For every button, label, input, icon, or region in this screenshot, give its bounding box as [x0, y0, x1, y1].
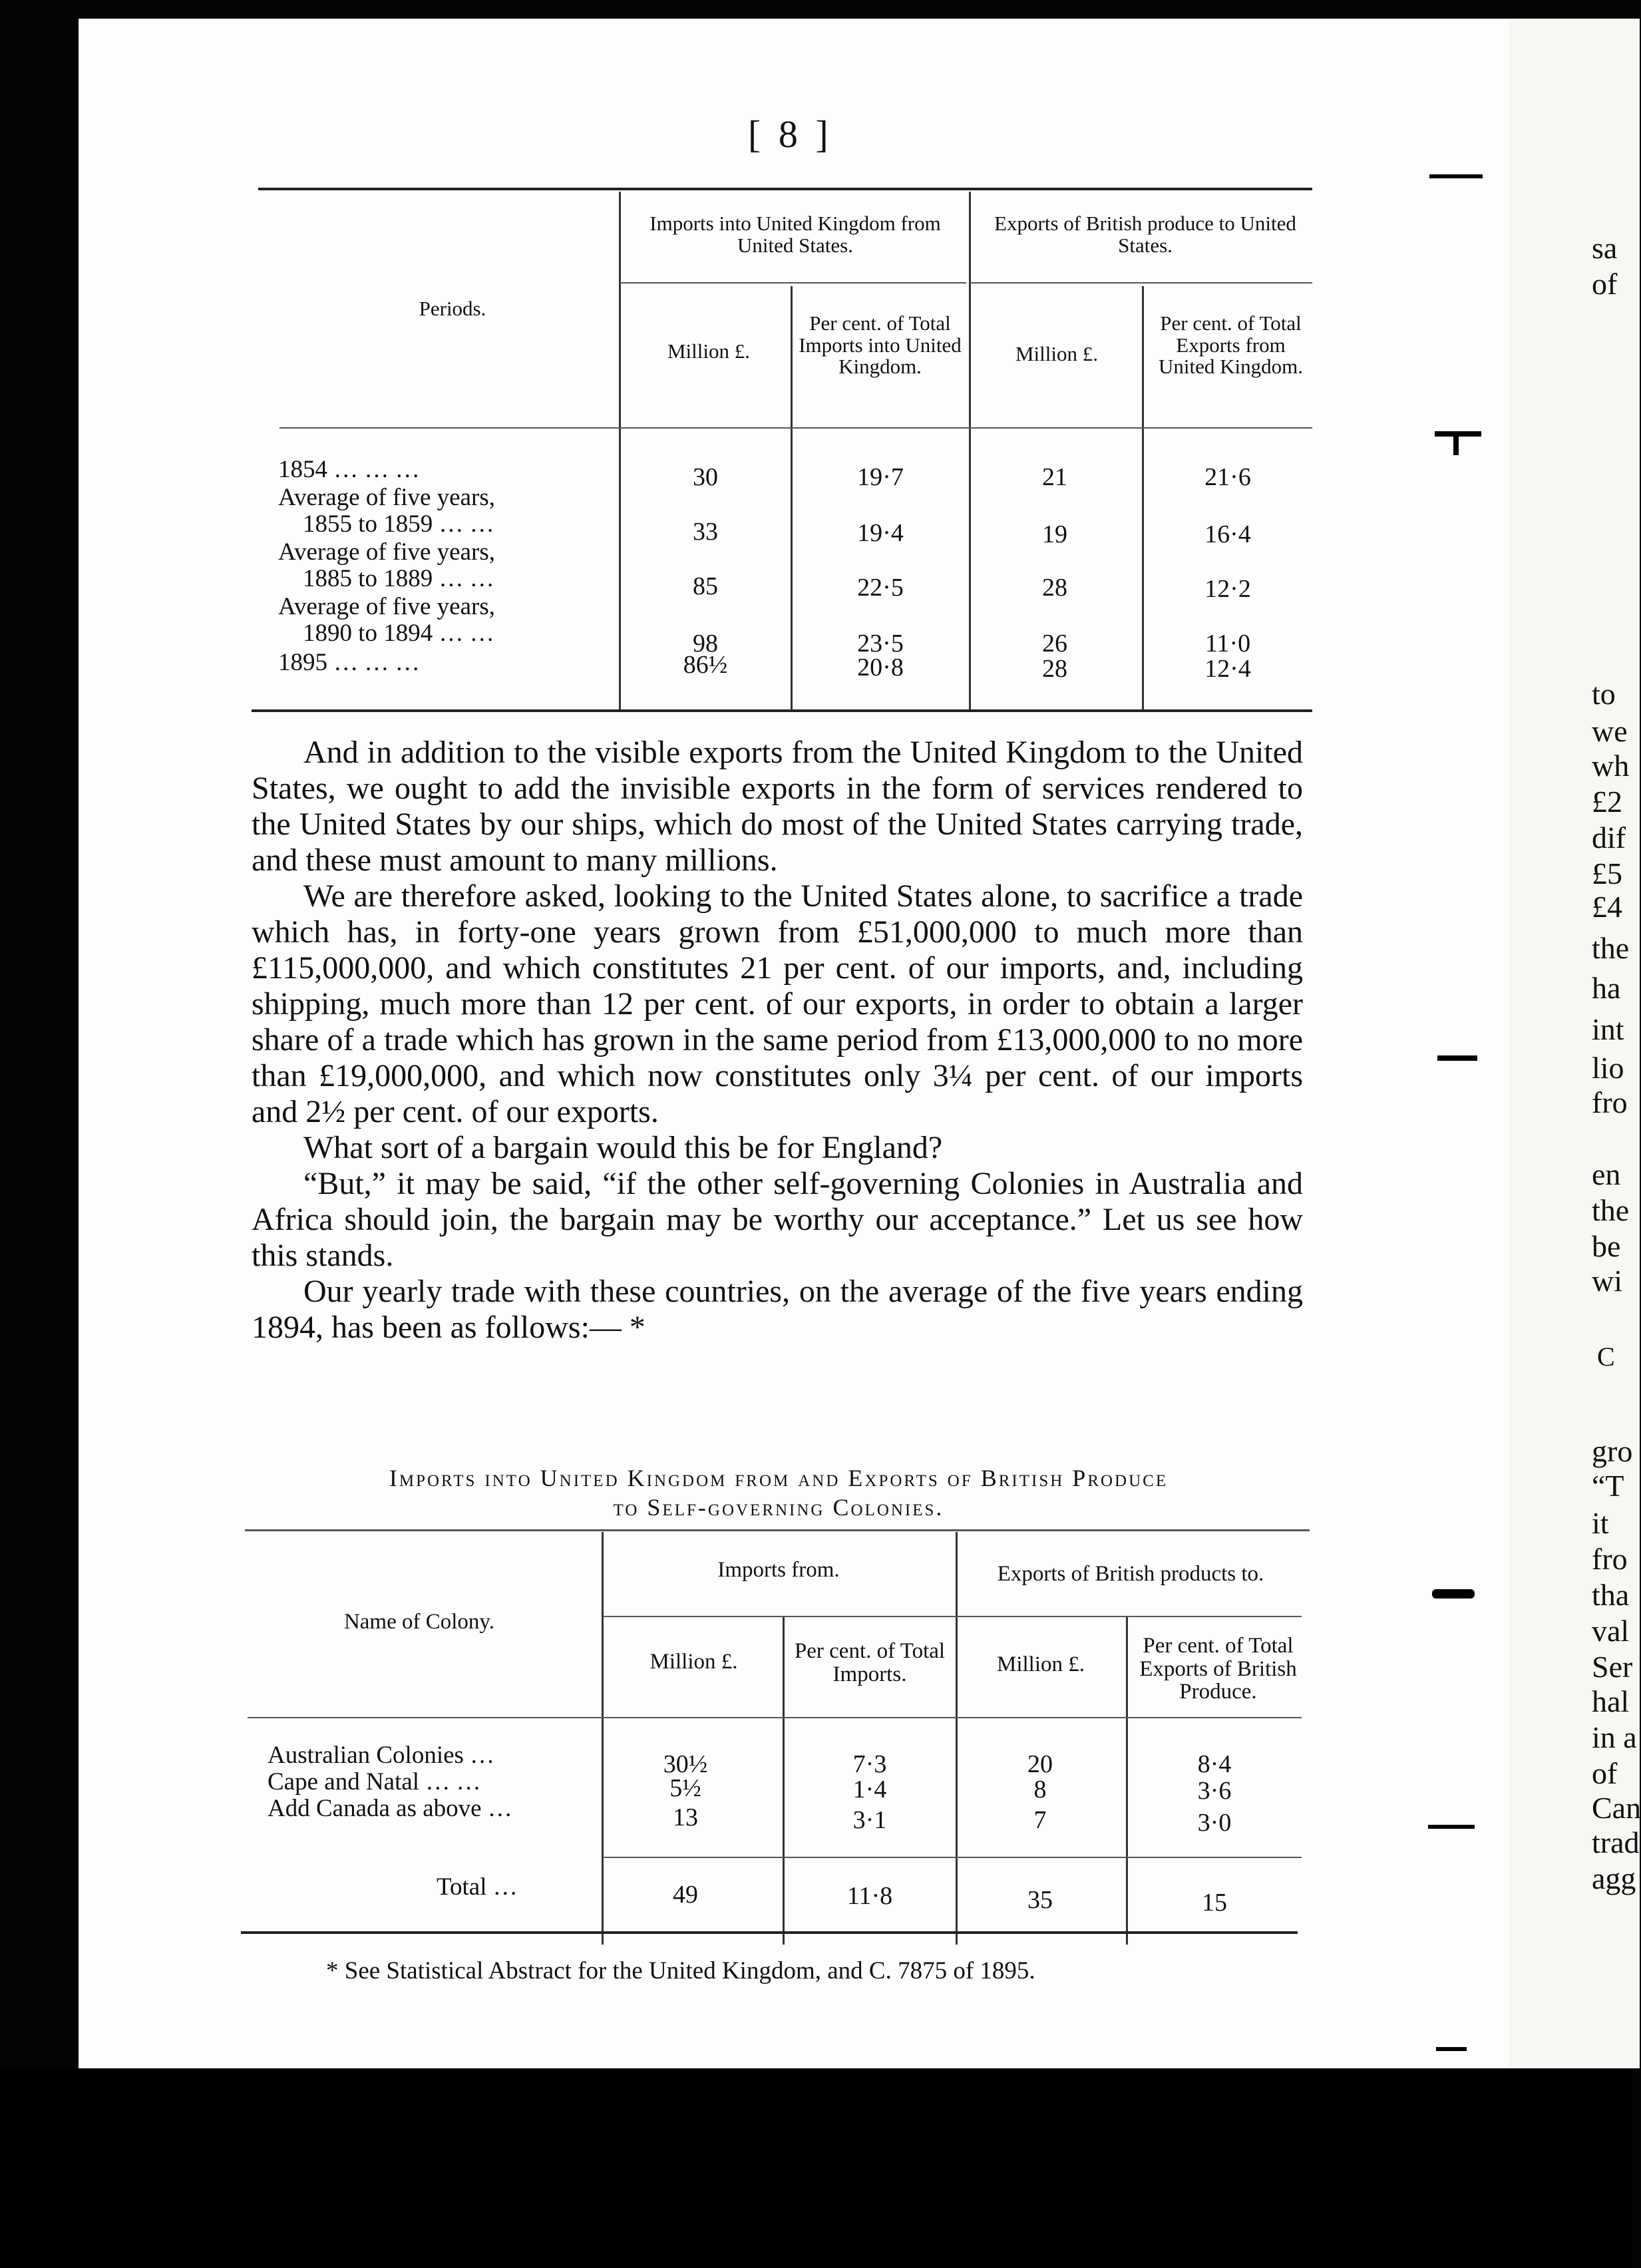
period-label: 1885 to 1889 … … [303, 565, 494, 592]
value-cell: 35 [1027, 1886, 1053, 1914]
text-fragment: C [1597, 1342, 1615, 1372]
total-label: Total … [437, 1873, 518, 1901]
column-header-periods: Periods. [419, 297, 486, 320]
value-cell: 85 [693, 572, 718, 600]
text-fragment: wh [1592, 749, 1630, 783]
column-group-exports: Exports of British products to. [997, 1562, 1264, 1586]
table-divider [791, 286, 793, 712]
text-fragment: fro [1592, 1542, 1628, 1576]
text-fragment: wi [1592, 1264, 1622, 1298]
caption-line: Imports into United Kingdom from and Exports of British Produce [389, 1465, 1169, 1491]
value-cell: 19 [1042, 520, 1067, 548]
value-cell: 98 [693, 630, 718, 658]
colony-name: Australian Colonies … [268, 1742, 495, 1769]
text-fragment: £5 [1592, 856, 1622, 890]
value-cell: 11·8 [846, 1882, 893, 1910]
period-label: 1895 … … … [278, 649, 420, 676]
value-cell: 15 [1202, 1889, 1227, 1917]
text-fragment: agg [1592, 1861, 1636, 1895]
column-group-imports: Imports into United Kingdom from United States. [649, 212, 941, 257]
column-group-imports: Imports from. [717, 1558, 840, 1582]
value-cell: 21·6 [1204, 463, 1251, 491]
text-fragment: tha [1592, 1578, 1630, 1612]
value-cell: 13 [673, 1803, 698, 1831]
value-cell: 30½ [663, 1750, 708, 1778]
text-fragment: £2 [1592, 785, 1622, 819]
period-label: 1890 to 1894 … … [303, 620, 494, 647]
text-fragment: fro [1592, 1085, 1628, 1119]
column-header-million: Million £. [667, 339, 750, 363]
value-cell: 1·4 [852, 1776, 887, 1803]
group-rule [620, 282, 966, 284]
tick-mark [1453, 435, 1459, 455]
table-top-rule [258, 188, 1312, 190]
period-label: 1854 … … … [278, 456, 420, 483]
period-label: Average of five years, [278, 538, 495, 566]
text-fragment: the [1592, 931, 1630, 965]
value-cell: 86½ [683, 651, 728, 679]
period-label: Average of five years, [278, 593, 495, 620]
text-fragment: Can [1592, 1791, 1641, 1825]
value-cell: 19·4 [857, 519, 904, 547]
value-cell: 21 [1042, 463, 1067, 491]
value-cell: 23·5 [857, 630, 904, 658]
text-fragment: lio [1592, 1051, 1624, 1085]
period-label: 1855 to 1859 … … [303, 510, 494, 538]
scan-border [0, 2068, 1632, 2268]
value-cell: 19·7 [857, 463, 904, 491]
table-divider [1126, 1617, 1128, 1945]
text-fragment: in a [1592, 1720, 1637, 1754]
text-fragment: en [1592, 1157, 1621, 1191]
column-header-colony: Name of Colony. [343, 1610, 495, 1634]
value-cell: 11·0 [1204, 630, 1251, 658]
value-cell: 12·2 [1204, 575, 1251, 603]
group-rule [970, 282, 1312, 284]
tick-mark [1429, 174, 1483, 178]
text-fragment: trad [1592, 1825, 1640, 1859]
text-fragment: it [1592, 1506, 1609, 1540]
text-fragment: ha [1592, 971, 1621, 1005]
text-fragment: sa [1592, 231, 1618, 265]
table-bottom-rule [252, 709, 1312, 712]
text-fragment: the [1592, 1193, 1630, 1227]
value-cell: 8·4 [1197, 1750, 1232, 1778]
table-divider [619, 192, 621, 712]
column-header-million: Million £. [996, 1652, 1085, 1676]
colony-name: Cape and Natal … … [268, 1768, 481, 1796]
text-fragment: “T [1592, 1469, 1624, 1503]
value-cell: 20·8 [857, 654, 904, 681]
tick-mark [1432, 1589, 1475, 1599]
page-number: [ 8 ] [748, 112, 832, 156]
total-rule [603, 1857, 1302, 1858]
value-cell: 5½ [669, 1774, 701, 1802]
caption-line: to Self-governing Colonies. [613, 1493, 944, 1521]
value-cell: 30 [693, 463, 718, 491]
text-fragment: int [1592, 1012, 1624, 1046]
column-header-percent-exports: Per cent. of Total Exports of British Produce. [1139, 1634, 1297, 1704]
value-cell: 20 [1027, 1750, 1053, 1778]
value-cell: 7·3 [852, 1750, 887, 1778]
value-cell: 3·1 [852, 1806, 887, 1834]
value-cell: 8 [1033, 1776, 1047, 1803]
paragraph: What sort of a bargain would this be for England? [303, 1130, 943, 1165]
period-label: Average of five years, [278, 484, 495, 511]
table-bottom-rule [241, 1931, 1298, 1934]
text-fragment: Ser [1592, 1650, 1633, 1684]
text-fragment: dif [1592, 821, 1626, 854]
value-cell: 49 [673, 1881, 698, 1909]
value-cell: 7 [1033, 1806, 1047, 1834]
text-fragment: £4 [1592, 890, 1622, 924]
text-fragment: of [1592, 1756, 1618, 1790]
value-cell: 16·4 [1204, 520, 1251, 548]
paragraph: And in addition to the visible exports from the United Kingdom to the United States, we ought to add the invisible exports in the form of services rendered to the United States by our ships, which do most of the United States carrying trade, and these must amount to many millions. [252, 735, 1303, 878]
value-cell: 22·5 [857, 574, 904, 602]
value-cell: 3·0 [1197, 1809, 1232, 1837]
tick-mark [1428, 1825, 1475, 1829]
table-divider [969, 192, 971, 712]
table-divider [1142, 286, 1144, 712]
text-fragment: val [1592, 1614, 1630, 1648]
column-header-percent-imports: Per cent. of Total Imports. [794, 1639, 946, 1686]
value-cell: 3·6 [1197, 1777, 1232, 1805]
column-header-percent-exports: Per cent. of Total Exports from United Kingdom. [1159, 311, 1303, 379]
header-rule [248, 1717, 1302, 1718]
tick-mark [1437, 1055, 1477, 1061]
table-divider [783, 1617, 785, 1945]
table-divider [602, 1532, 604, 1945]
text-fragment: gro [1592, 1434, 1633, 1468]
footnote: * See Statistical Abstract for the United Kingdom, and C. 7875 of 1895. [326, 1957, 1035, 1984]
column-header-percent-imports: Per cent. of Total Imports into United Kingdom. [799, 311, 962, 379]
body-text [252, 735, 1303, 1346]
text-fragment: of [1592, 267, 1618, 301]
paragraph: “But,” it may be said, “if the other self-governing Colonies in Australia and Africa should join, the bargain may be worthy our acceptance.” Let us see how this stands. [252, 1166, 1303, 1273]
colony-name: Add Canada as above … [268, 1795, 512, 1822]
column-group-exports: Exports of British produce to United States. [994, 212, 1296, 257]
value-cell: 28 [1042, 574, 1067, 602]
text-fragment: we [1592, 714, 1628, 748]
value-cell: 28 [1042, 655, 1067, 683]
column-header-million: Million £. [649, 1650, 738, 1674]
table-caption [253, 1464, 1304, 1523]
paragraph: Our yearly trade with these countries, on the average of the five years ending 1894, has been as follows:— * [252, 1274, 1303, 1345]
table-top-rule [245, 1529, 1310, 1531]
text-fragment: to [1592, 677, 1616, 711]
text-fragment: hal [1592, 1684, 1630, 1718]
paragraph: We are therefore asked, looking to the United States alone, to sacrifice a trade which has, in forty-one years grown from £51,000,000 to much more than £115,000,000, and which constitutes 21 per cent. of our imports, and, including shipping, much more than 12 per cent. of our exports, in order to obtain a larger share of a trade which has grown in the same period from £13,000,000 to no more than £19,000,000, and which now constitutes only 3¼ per cent. of our imports and 2½ per cent. of our exports. [252, 878, 1303, 1129]
text-fragment: be [1592, 1229, 1621, 1263]
tick-mark [1436, 2047, 1467, 2051]
column-header-million: Million £. [1015, 342, 1098, 365]
group-rule [603, 1616, 1302, 1617]
value-cell: 12·4 [1204, 655, 1251, 683]
table-divider [956, 1532, 958, 1945]
value-cell: 33 [693, 518, 718, 546]
value-cell: 26 [1042, 630, 1067, 658]
header-rule [279, 427, 1312, 429]
